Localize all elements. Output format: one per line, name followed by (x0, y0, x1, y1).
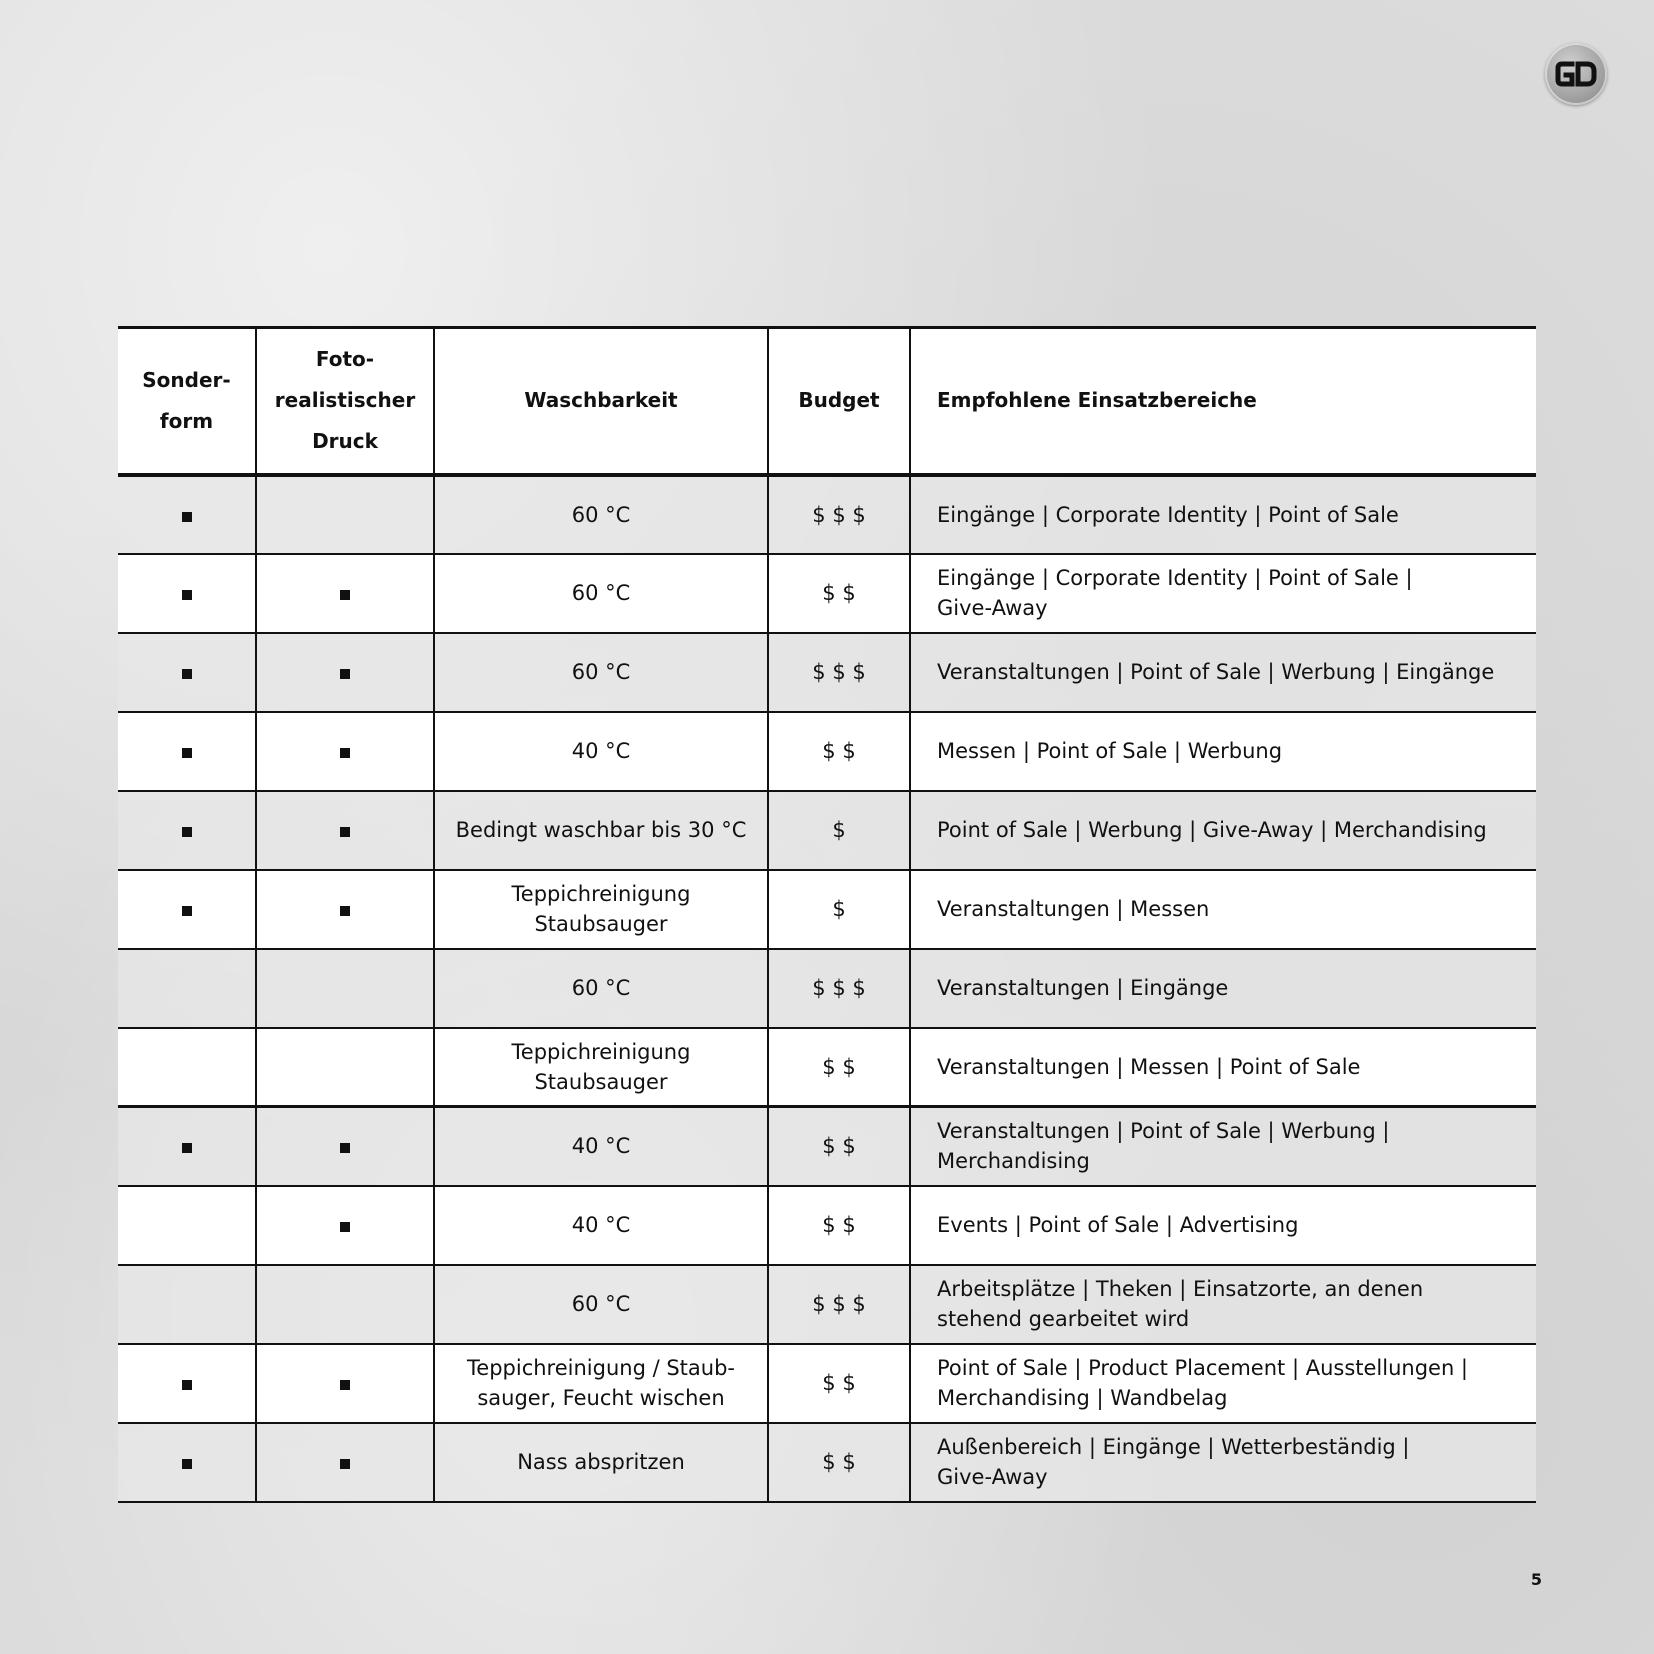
checkmark-square-icon (340, 827, 350, 837)
header-sonderform: Sonder- form (118, 328, 256, 475)
cell-fotorealistischer-druck (256, 870, 434, 949)
cell-budget: $ $ (768, 1107, 910, 1186)
table-header-row (118, 328, 1536, 475)
checkmark-square-icon (182, 1459, 192, 1469)
cell-sonderform (118, 1186, 256, 1265)
cell-budget: $ $ (768, 1423, 910, 1502)
cell-einsatzbereiche: Messen | Point of Sale | Werbung (910, 712, 1536, 791)
cell-sonderform (118, 1107, 256, 1186)
table-row (118, 1186, 1536, 1265)
checkmark-square-icon (182, 827, 192, 837)
cell-waschbarkeit: 40 °C (434, 1186, 768, 1265)
cell-fotorealistischer-druck (256, 1423, 434, 1502)
cell-budget: $ $ (768, 712, 910, 791)
cell-budget: $ (768, 791, 910, 870)
checkmark-square-icon (182, 748, 192, 758)
cell-budget: $ $ (768, 1028, 910, 1107)
cell-fotorealistischer-druck (256, 1107, 434, 1186)
cell-einsatzbereiche: Veranstaltungen | Point of Sale | Werbung | Eingänge (910, 633, 1536, 712)
cell-einsatzbereiche: Events | Point of Sale | Advertising (910, 1186, 1536, 1265)
cell-fotorealistischer-druck (256, 949, 434, 1028)
checkmark-square-icon (182, 669, 192, 679)
header-budget: Budget (768, 328, 910, 475)
cell-fotorealistischer-druck (256, 1265, 434, 1344)
checkmark-square-icon (340, 1222, 350, 1232)
gd-logo-icon (1545, 43, 1607, 105)
cell-einsatzbereiche: Point of Sale | Werbung | Give-Away | Merchandising (910, 791, 1536, 870)
product-comparison-table (118, 326, 1536, 1503)
cell-budget: $ $ $ (768, 633, 910, 712)
cell-fotorealistischer-druck (256, 633, 434, 712)
header-fotorealistischer-druck: Foto- realistischer Druck (256, 328, 434, 475)
cell-sonderform (118, 1265, 256, 1344)
cell-einsatzbereiche: Arbeitsplätze | Theken | Einsatzorte, an denen stehend gearbeitet wird (910, 1265, 1536, 1344)
cell-waschbarkeit: 60 °C (434, 633, 768, 712)
cell-waschbarkeit: 40 °C (434, 1107, 768, 1186)
cell-sonderform (118, 554, 256, 633)
checkmark-square-icon (340, 906, 350, 916)
cell-fotorealistischer-druck (256, 475, 434, 554)
cell-fotorealistischer-druck (256, 712, 434, 791)
cell-fotorealistischer-druck (256, 554, 434, 633)
table-row (118, 475, 1536, 554)
table-row (118, 791, 1536, 870)
cell-sonderform (118, 1423, 256, 1502)
cell-einsatzbereiche: Eingänge | Corporate Identity | Point of Sale | Give-Away (910, 554, 1536, 633)
cell-einsatzbereiche: Point of Sale | Product Placement | Ausstellungen | Merchandising | Wandbelag (910, 1344, 1536, 1423)
cell-sonderform (118, 475, 256, 554)
table-row (118, 1107, 1536, 1186)
table-row (118, 949, 1536, 1028)
table-row (118, 1028, 1536, 1107)
cell-einsatzbereiche: Außenbereich | Eingänge | Wetterbeständig | Give-Away (910, 1423, 1536, 1502)
table-row (118, 1344, 1536, 1423)
cell-sonderform (118, 712, 256, 791)
cell-waschbarkeit: Teppichreinigung Staubsauger (434, 870, 768, 949)
table-row (118, 554, 1536, 633)
gd-logo-mark (1554, 59, 1598, 89)
cell-waschbarkeit: Teppichreinigung Staubsauger (434, 1028, 768, 1107)
cell-budget: $ $ (768, 554, 910, 633)
cell-waschbarkeit: 60 °C (434, 475, 768, 554)
cell-einsatzbereiche: Veranstaltungen | Point of Sale | Werbung | Merchandising (910, 1107, 1536, 1186)
cell-budget: $ $ (768, 1344, 910, 1423)
checkmark-square-icon (182, 906, 192, 916)
table-row (118, 633, 1536, 712)
checkmark-square-icon (340, 748, 350, 758)
cell-sonderform (118, 791, 256, 870)
checkmark-square-icon (182, 1143, 192, 1153)
cell-einsatzbereiche: Veranstaltungen | Eingänge (910, 949, 1536, 1028)
table-body (118, 475, 1536, 1502)
page-number: 5 (1530, 1570, 1542, 1589)
cell-einsatzbereiche: Eingänge | Corporate Identity | Point of Sale (910, 475, 1536, 554)
cell-budget: $ $ $ (768, 475, 910, 554)
checkmark-square-icon (182, 1380, 192, 1390)
header-waschbarkeit: Waschbarkeit (434, 328, 768, 475)
cell-waschbarkeit: Bedingt waschbar bis 30 °C (434, 791, 768, 870)
checkmark-square-icon (340, 590, 350, 600)
table-row (118, 1423, 1536, 1502)
cell-sonderform (118, 1344, 256, 1423)
cell-einsatzbereiche: Veranstaltungen | Messen (910, 870, 1536, 949)
checkmark-square-icon (340, 1143, 350, 1153)
cell-waschbarkeit: Teppichreinigung / Staub- sauger, Feucht wischen (434, 1344, 768, 1423)
cell-fotorealistischer-druck (256, 1028, 434, 1107)
cell-fotorealistischer-druck (256, 1344, 434, 1423)
cell-waschbarkeit: 60 °C (434, 554, 768, 633)
cell-budget: $ $ (768, 1186, 910, 1265)
checkmark-square-icon (182, 512, 192, 522)
table-row (118, 1265, 1536, 1344)
cell-fotorealistischer-druck (256, 1186, 434, 1265)
cell-fotorealistischer-druck (256, 791, 434, 870)
table-row (118, 712, 1536, 791)
cell-waschbarkeit: 60 °C (434, 949, 768, 1028)
cell-sonderform (118, 1028, 256, 1107)
cell-waschbarkeit: 40 °C (434, 712, 768, 791)
cell-waschbarkeit: Nass abspritzen (434, 1423, 768, 1502)
cell-budget: $ $ $ (768, 949, 910, 1028)
checkmark-square-icon (182, 590, 192, 600)
cell-budget: $ $ $ (768, 1265, 910, 1344)
header-einsatzbereiche: Empfohlene Einsatzbereiche (910, 328, 1536, 475)
cell-sonderform (118, 633, 256, 712)
cell-budget: $ (768, 870, 910, 949)
checkmark-square-icon (340, 1380, 350, 1390)
cell-einsatzbereiche: Veranstaltungen | Messen | Point of Sale (910, 1028, 1536, 1107)
cell-sonderform (118, 949, 256, 1028)
checkmark-square-icon (340, 669, 350, 679)
cell-waschbarkeit: 60 °C (434, 1265, 768, 1344)
checkmark-square-icon (340, 1459, 350, 1469)
cell-sonderform (118, 870, 256, 949)
table-row (118, 870, 1536, 949)
